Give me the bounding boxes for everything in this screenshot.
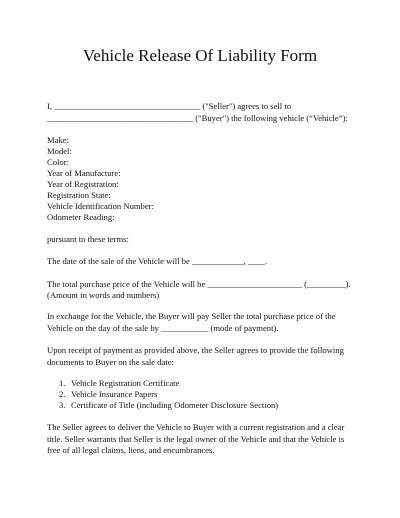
price-note: (Amount in words and numbers) xyxy=(47,290,160,300)
list-text: Vehicle Registration Certificate xyxy=(71,378,180,388)
list-item xyxy=(59,400,278,411)
pursuant-text: pursuant to these terms: xyxy=(47,234,129,244)
date-of-sale-line: The date of the sale of the Vehicle will be ____________, ____. xyxy=(47,256,268,266)
list-text: Vehicle Insurance Papers xyxy=(71,389,158,399)
field-year-registration: Year of Registration: xyxy=(47,179,119,189)
field-color: Color: xyxy=(47,157,69,167)
list-number: 3. xyxy=(59,400,66,410)
form-title: Vehicle Release Of Liability Form xyxy=(82,46,318,65)
payment-paragraph: In exchange for the Vehicle, the Buyer will pay Seller the total purchase price of the Vehicle on the day of the sale by ___________ (mode of payment). xyxy=(47,311,336,333)
field-vin: Vehicle Identification Number: xyxy=(47,201,154,211)
closing-paragraph: The Seller agrees to deliver the Vehicle to Buyer with a current registration and a clear title. Seller warrants that Seller is the legal owner of the Vehicle and that the Vehicle is free of all legal claims, liens, and encumbrances. xyxy=(47,422,345,455)
field-model: Model: xyxy=(47,146,72,156)
field-odometer: Odometer Reading: xyxy=(47,212,115,222)
price-line: The total purchase price of the Vehicle will be ______________________ (_________). xyxy=(47,279,351,289)
list-item xyxy=(59,389,157,400)
documents-paragraph: Upon receipt of payment as provided above, the Seller agrees to provide the following documents to Buyer on the sale date: xyxy=(47,345,344,367)
field-year-manufacture: Year of Manufacture: xyxy=(47,168,121,178)
intro-line-buyer: __________________________________ ("Buyer") the following vehicle (“Vehicle”): xyxy=(47,113,348,123)
list-text: Certificate of Title (including Odometer Disclosure Section) xyxy=(71,400,279,410)
field-registration-state: Registration State: xyxy=(47,190,111,200)
intro-line-seller: I, __________________________________ ("Seller") agrees to sell to xyxy=(47,101,292,111)
list-number: 1. xyxy=(59,378,66,388)
list-number: 2. xyxy=(59,389,66,399)
field-make: Make: xyxy=(47,135,69,145)
list-item xyxy=(59,378,179,389)
